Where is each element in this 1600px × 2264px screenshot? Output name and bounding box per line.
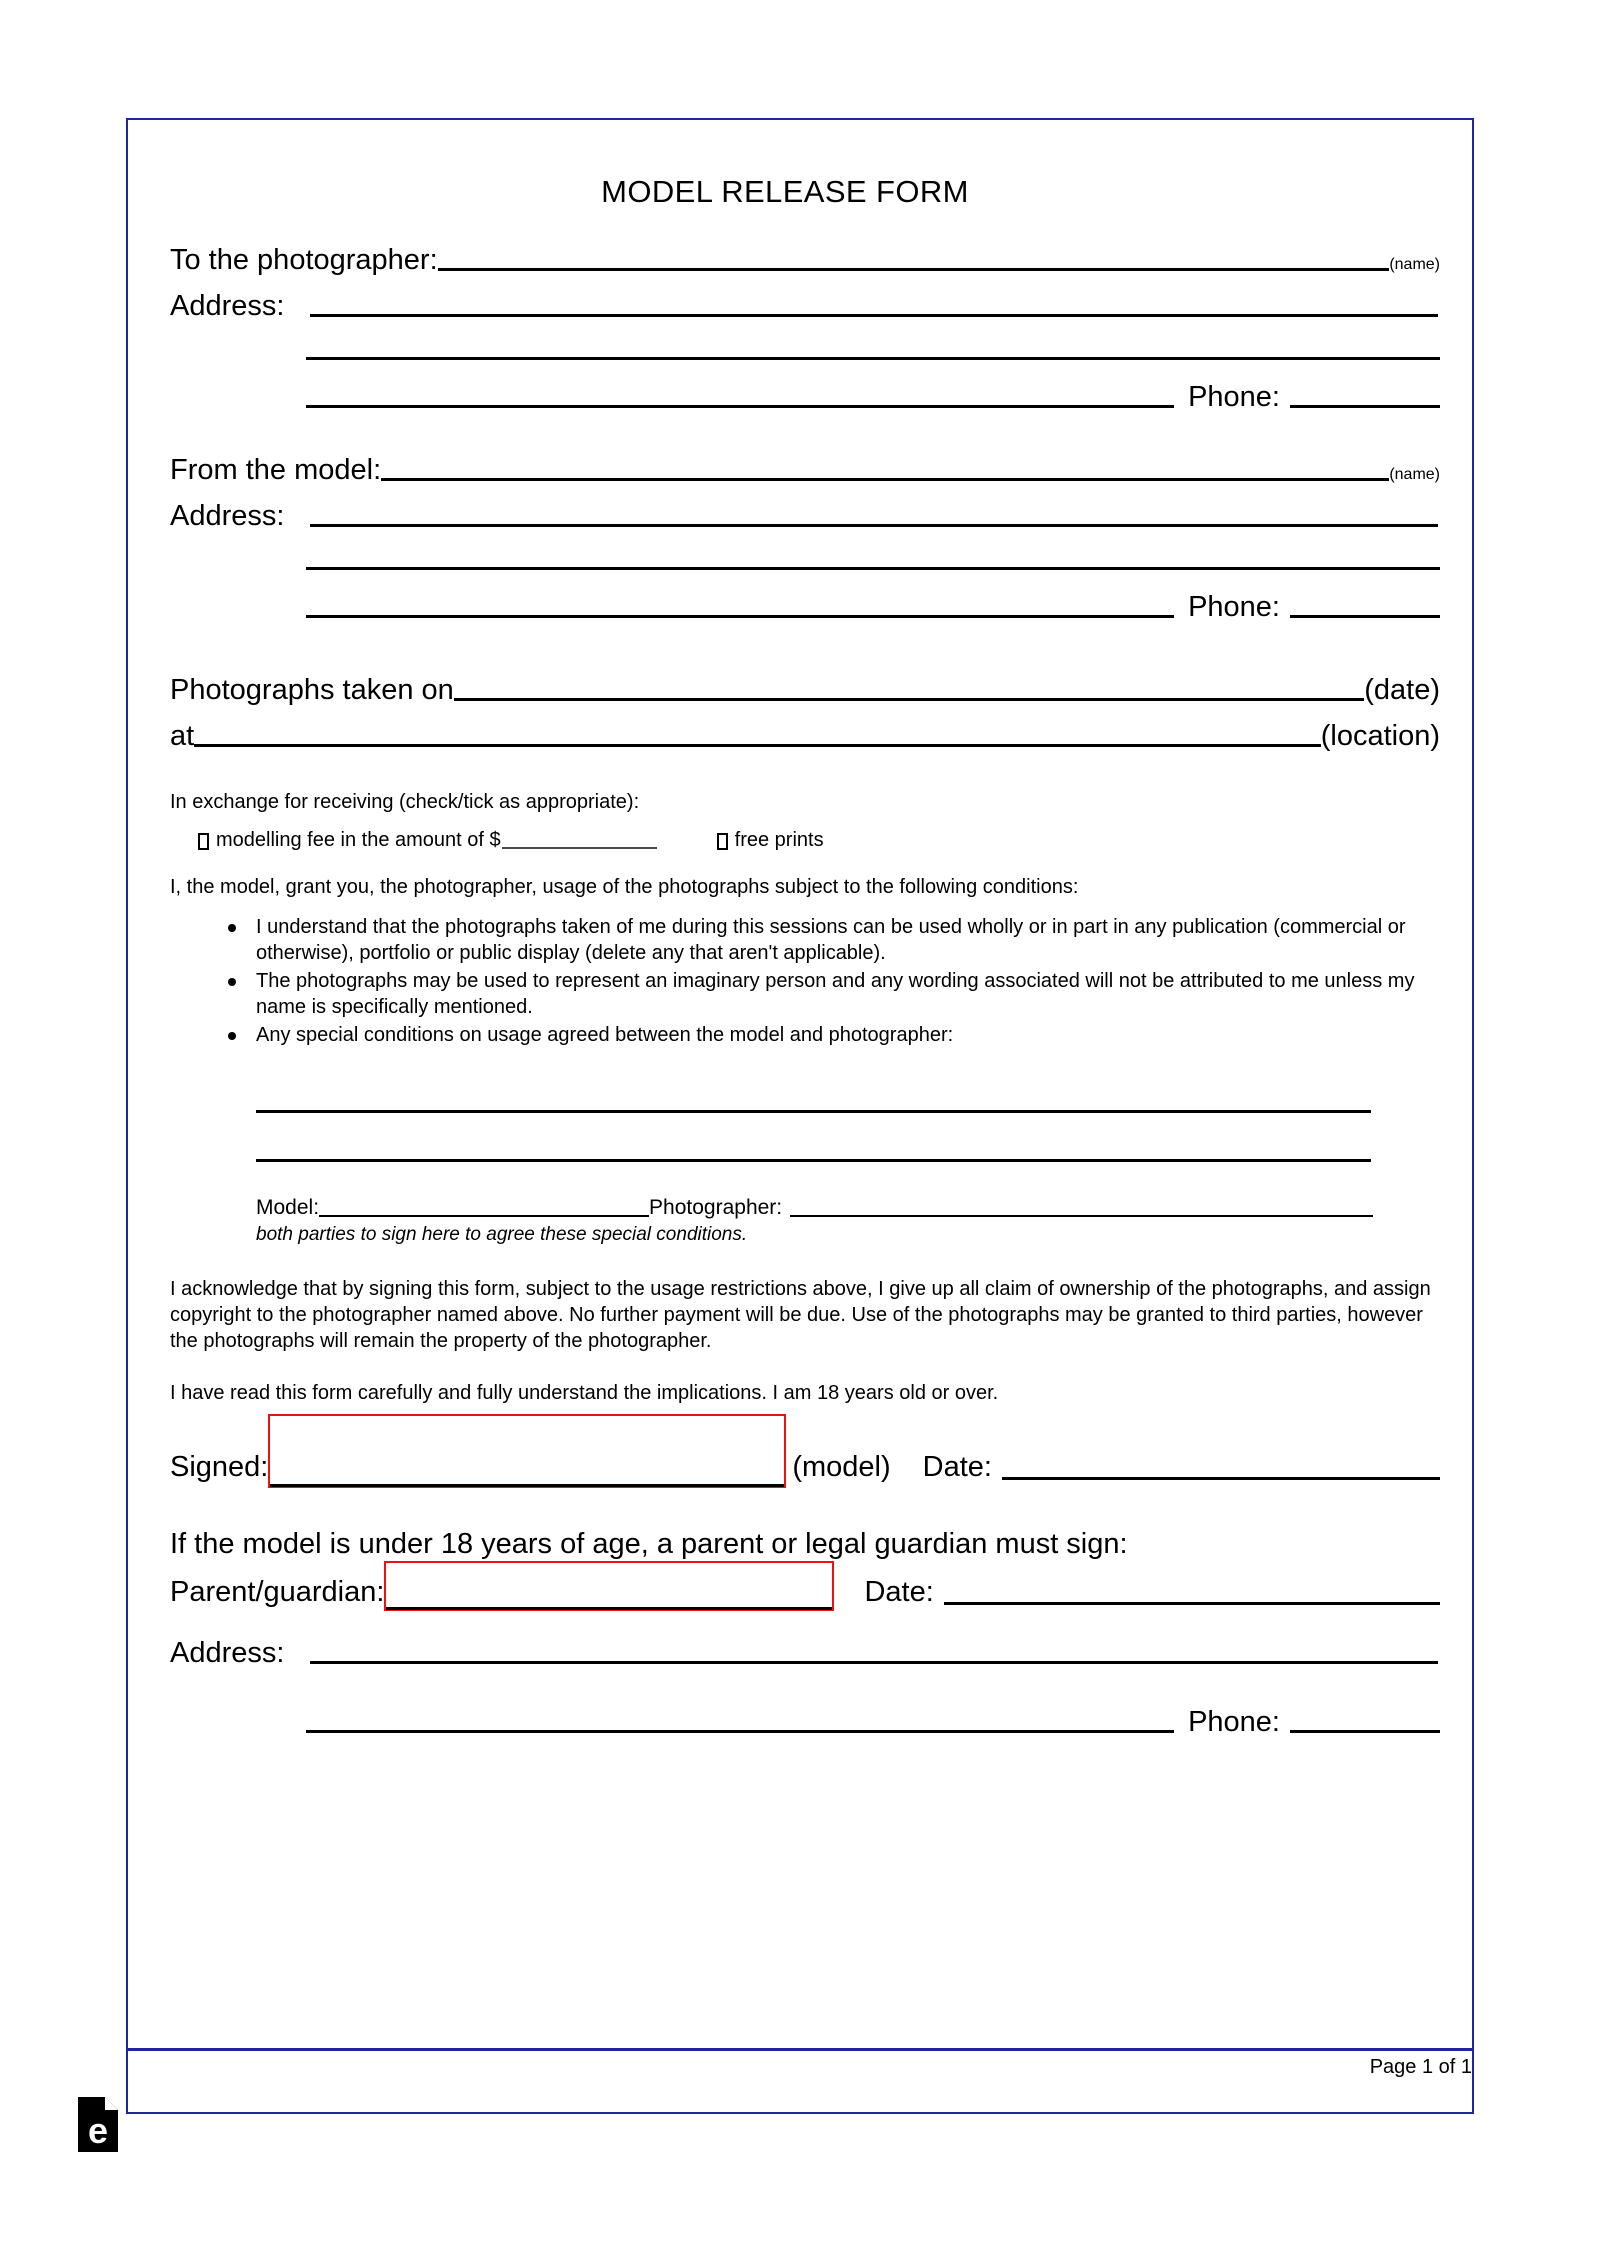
eforms-logo-icon xyxy=(78,2097,118,2152)
photographer-phone-row xyxy=(170,383,1440,412)
checkbox-modelling-fee-icon[interactable] xyxy=(198,833,209,850)
signed-label: Signed: xyxy=(170,1451,269,1483)
signed-model-note: (model) xyxy=(792,1451,891,1483)
page-title: MODEL RELEASE FORM xyxy=(601,174,969,209)
photographs-location-row xyxy=(170,722,1440,751)
photographs-date-row xyxy=(170,676,1440,705)
parent-guardian-date-label: Date: xyxy=(864,1576,934,1608)
checkbox-free-prints-icon[interactable] xyxy=(717,833,728,850)
guardian-address-row-1 xyxy=(170,1639,1440,1668)
parent-guardian-label: Parent/guardian: xyxy=(170,1576,385,1608)
model-phone-input[interactable] xyxy=(1290,615,1440,618)
photographer-name-row xyxy=(170,246,1440,275)
photographer-name-input[interactable] xyxy=(438,268,1390,271)
svg-text:e: e xyxy=(87,2110,109,2151)
model-name-input[interactable] xyxy=(381,478,1389,481)
acknowledgement-paragraph: I acknowledge that by signing this form, subject to the usage restrictions above, I give up all claim of ownership of the photographs, and assign copyright to the photographer named above. No further payment will be due. Use of the photographs may be granted to third parties, however the photographs will remain the property of the photographer. xyxy=(170,1278,1431,1352)
photographer-address-label: Address: xyxy=(170,290,285,322)
option-free-prints-label: free prints xyxy=(734,829,824,851)
model-from-label: From the model: xyxy=(170,454,382,486)
condition-item: I understand that the photographs taken of me during this sessions can be used wholly or in part in any publication (commercial or otherwise), portfolio or public display (delete any that aren't applicable). xyxy=(256,914,1440,966)
minor-heading xyxy=(170,1530,1440,1559)
photographs-location-note: (location) xyxy=(1320,720,1440,752)
photographer-address-input-2[interactable] xyxy=(306,357,1440,360)
footer-divider xyxy=(126,2048,1474,2051)
photographs-taken-on-label: Photographs taken on xyxy=(170,674,454,706)
option-modelling-fee-label: modelling fee in the amount of $ xyxy=(216,829,501,851)
special-conditions-model-input[interactable] xyxy=(319,1215,649,1217)
photographer-phone-input[interactable] xyxy=(1290,405,1440,408)
model-address-input-1[interactable] xyxy=(310,524,1438,527)
photographer-address-input-1[interactable] xyxy=(310,314,1438,317)
conditions-list xyxy=(170,914,1440,1048)
model-name-row xyxy=(170,456,1440,485)
model-address-input-3[interactable] xyxy=(306,615,1174,618)
condition-item: Any special conditions on usage agreed between the model and photographer: xyxy=(256,1022,1440,1048)
special-conditions-model-label: Model: xyxy=(256,1196,320,1219)
photographs-date-input[interactable] xyxy=(454,698,1364,701)
photographs-date-note: (date) xyxy=(1364,674,1440,706)
photographer-phone-label: Phone: xyxy=(1188,381,1280,413)
photographer-address-input-3[interactable] xyxy=(306,405,1174,408)
model-phone-row xyxy=(170,593,1440,622)
guardian-phone-row xyxy=(170,1708,1440,1737)
guardian-phone-label: Phone: xyxy=(1188,1706,1280,1738)
model-address-row-1 xyxy=(170,502,1440,531)
special-conditions-lines xyxy=(256,1064,1440,1162)
acknowledgement-confirmation: I have read this form carefully and fully understand the implications. I am 18 years old or over. xyxy=(170,1382,999,1404)
model-address-row-2 xyxy=(170,567,1440,574)
minor-heading-label: If the model is under 18 years of age, a parent or legal guardian must sign: xyxy=(170,1528,1128,1560)
grant-intro: I, the model, grant you, the photographer, usage of the photographs subject to the following conditions: xyxy=(170,876,1079,898)
exchange-options-row xyxy=(170,829,1440,852)
model-address-label: Address: xyxy=(170,500,285,532)
signed-date-input[interactable] xyxy=(1002,1477,1440,1480)
special-conditions-note: both parties to sign here to agree these special conditions. xyxy=(256,1224,748,1245)
exchange-intro: In exchange for receiving (check/tick as appropriate): xyxy=(170,791,640,813)
special-conditions-photographer-input[interactable] xyxy=(790,1215,1373,1217)
signed-row xyxy=(170,1414,1440,1484)
special-conditions-signature-row xyxy=(256,1196,1373,1220)
model-address-input-2[interactable] xyxy=(306,567,1440,570)
special-conditions-photographer-label: Photographer: xyxy=(649,1196,783,1219)
condition-item: The photographs may be used to represent an imaginary person and any wording associated will not be attributed to me unless my name is specifically mentioned. xyxy=(256,968,1440,1020)
photographs-location-input[interactable] xyxy=(194,744,1321,747)
guardian-address-input-2[interactable] xyxy=(306,1730,1174,1733)
guardian-address-label: Address: xyxy=(170,1637,285,1669)
photographer-address-row-1 xyxy=(170,292,1440,321)
model-name-note: (name) xyxy=(1389,466,1440,483)
photographer-to-label: To the photographer: xyxy=(170,244,438,276)
photographer-address-row-2 xyxy=(170,357,1440,364)
photographer-name-note: (name) xyxy=(1389,256,1440,273)
modelling-fee-amount-input[interactable] xyxy=(502,847,657,849)
photographs-at-label: at xyxy=(170,720,195,752)
parent-guardian-input[interactable] xyxy=(384,1561,834,1611)
parent-guardian-date-input[interactable] xyxy=(944,1602,1440,1605)
special-conditions-input-2[interactable] xyxy=(256,1159,1371,1162)
signed-input[interactable] xyxy=(268,1414,786,1488)
signed-date-label: Date: xyxy=(922,1451,992,1483)
guardian-phone-input[interactable] xyxy=(1290,1730,1440,1733)
page-number: Page 1 of 1 xyxy=(1369,2056,1472,2078)
document-content xyxy=(170,150,1440,1737)
guardian-address-input-1[interactable] xyxy=(310,1661,1438,1664)
model-phone-label: Phone: xyxy=(1188,591,1280,623)
parent-guardian-row xyxy=(170,1561,1440,1609)
